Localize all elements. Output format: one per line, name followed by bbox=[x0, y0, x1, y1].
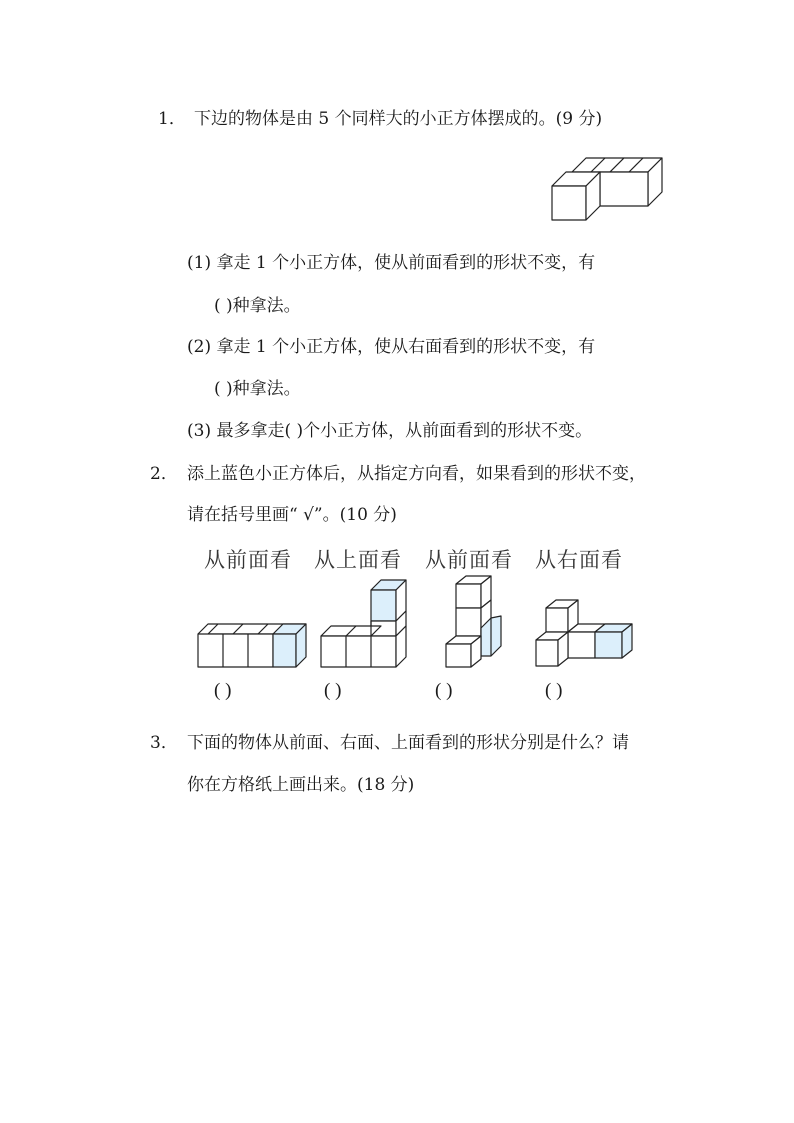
q2-label-4: 从右面看 bbox=[535, 548, 623, 572]
q2-figure-4 bbox=[534, 596, 644, 676]
q2-answer-2[interactable]: ( ) bbox=[324, 680, 342, 701]
q3-text-line1: 下面的物体从前面、右面、上面看到的形状分别是什么？请 bbox=[187, 733, 629, 753]
q1-cube-figure bbox=[548, 142, 688, 232]
q2-label-2: 从上面看 bbox=[314, 548, 402, 572]
q3-text-line2: 你在方格纸上画出来。(18 分) bbox=[187, 775, 415, 795]
q2-answer-4[interactable]: ( ) bbox=[545, 680, 563, 701]
q1-sub1-line2: ( )种拿法。 bbox=[214, 296, 301, 316]
q2-number: 2． bbox=[150, 464, 178, 484]
q2-answer-1[interactable]: ( ) bbox=[214, 680, 232, 701]
q2-label-3: 从前面看 bbox=[425, 548, 513, 572]
q2-label-1: 从前面看 bbox=[204, 548, 292, 572]
q2-text-line1: 添上蓝色小正方体后，从指定方向看，如果看到的形状不变， bbox=[187, 464, 646, 484]
q1-sub1-line1: (1) 拿走 1 个小正方体，使从前面看到的形状不变，有 bbox=[187, 253, 596, 273]
q2-figure-1 bbox=[196, 620, 316, 670]
q3-number: 3． bbox=[150, 733, 178, 753]
q2-text-line2: 请在括号里画“ √”。(10 分) bbox=[187, 505, 397, 525]
q1-sub3: (3) 最多拿走( )个小正方体，从前面看到的形状不变。 bbox=[187, 421, 593, 441]
q1-number: 1． bbox=[158, 109, 186, 129]
q1-sub2-line1: (2) 拿走 1 个小正方体，使从右面看到的形状不变，有 bbox=[187, 337, 596, 357]
q1-text: 下边的物体是由 5 个同样大的小正方体摆成的。(9 分) bbox=[194, 109, 603, 129]
q1-sub2-line2: ( )种拿法。 bbox=[214, 379, 301, 399]
q2-answer-3[interactable]: ( ) bbox=[435, 680, 453, 701]
q2-figure-2 bbox=[318, 578, 428, 678]
q2-figure-3 bbox=[444, 574, 514, 674]
